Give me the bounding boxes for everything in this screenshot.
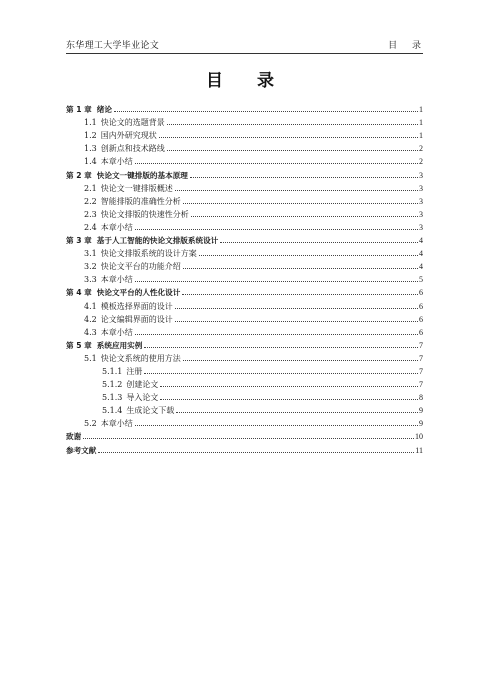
toc-entry-title: 论文编辑界面的设计 [100, 314, 173, 324]
dot-leader [190, 176, 418, 178]
toc-entry[interactable] [66, 246, 423, 259]
toc-entry-number: 5.2 [84, 419, 97, 429]
toc-entry[interactable] [66, 167, 423, 180]
toc-entry-page-number: 3 [419, 170, 423, 180]
toc-entry-label [66, 445, 97, 456]
toc-entry-title: 致谢 [66, 432, 82, 442]
toc-entry-label [84, 261, 182, 272]
toc-entry-number: 4.3 [84, 327, 97, 337]
toc-entry-title: 参考文献 [66, 445, 97, 455]
toc-entry-page-number: 4 [419, 236, 423, 246]
toc-entry-number: 3.1 [84, 249, 97, 259]
toc-entry[interactable] [66, 102, 423, 115]
dot-leader [183, 202, 418, 204]
toc-entry-title: 快论文平台的功能介绍 [100, 262, 181, 272]
dot-leader [183, 359, 418, 361]
toc-entry-label [84, 183, 174, 194]
toc-entry[interactable] [66, 272, 423, 285]
dot-leader [144, 346, 418, 348]
toc-entry-page-number: 7 [419, 353, 423, 363]
toc-entry-number: 3.3 [84, 275, 97, 285]
toc-entry[interactable] [66, 338, 423, 351]
toc-entry[interactable] [66, 351, 423, 364]
dot-leader [183, 267, 418, 269]
toc-entry-number: 1.3 [84, 144, 97, 154]
toc-entry-page-number: 11 [415, 445, 423, 455]
toc-entry-number: 第 5 章 [66, 340, 92, 350]
toc-entry-page-number: 1 [419, 131, 423, 141]
toc-entry-page-number: 1 [419, 105, 423, 115]
dot-leader [175, 320, 418, 322]
toc-entry-title: 创建论文 [126, 380, 159, 390]
dot-leader [182, 293, 418, 295]
toc-entry-number: 2.2 [84, 196, 97, 206]
toc-entry-title: 绪论 [96, 105, 112, 115]
toc-entry-title: 本章小结 [100, 157, 133, 167]
dot-leader [160, 385, 418, 387]
dot-leader [135, 228, 418, 230]
toc-entry-label [66, 235, 219, 246]
toc-entry-label [66, 340, 143, 351]
toc-entry-title: 快论文排版的快速性分析 [100, 209, 189, 219]
toc-entry-title: 本章小结 [100, 327, 133, 337]
toc-entry-number: 1.1 [84, 118, 97, 128]
toc-entry-title: 系统应用实例 [96, 340, 143, 350]
toc-entry-page-number: 9 [419, 419, 423, 429]
toc-entry-page-number: 6 [419, 314, 423, 324]
toc-entry[interactable] [66, 364, 423, 377]
toc-entry-label [66, 104, 113, 115]
toc-entry-title: 本章小结 [100, 419, 133, 429]
toc-entry-title: 快论文平台的人性化设计 [96, 288, 181, 298]
toc-entry-page-number: 2 [419, 144, 423, 154]
toc-entry-label [84, 274, 134, 285]
toc-entry[interactable] [66, 377, 423, 390]
toc-entry-page-number: 6 [419, 288, 423, 298]
dot-leader [135, 333, 418, 335]
toc-entry-title: 快论文排版系统的设计方案 [100, 249, 197, 259]
toc-entry-page-number: 9 [419, 406, 423, 416]
toc-entry-number: 3.2 [84, 262, 97, 272]
toc-entry-label [84, 353, 182, 364]
page-title: 目 录 [206, 71, 288, 91]
toc-entry-label [66, 170, 189, 181]
toc-entry[interactable] [66, 115, 423, 128]
toc-entry-page-number: 3 [419, 183, 423, 193]
dot-leader [144, 372, 418, 374]
toc-entry-label [84, 327, 134, 338]
toc-entry-label [84, 117, 166, 128]
toc-entry-label [84, 196, 182, 207]
toc-entry-label [102, 366, 143, 377]
toc-entry-title: 注册 [126, 366, 143, 376]
toc-entry-number: 1.2 [84, 131, 97, 141]
toc-entry-label [102, 392, 159, 403]
toc-entry-number: 第 4 章 [66, 288, 92, 298]
toc-entry[interactable] [66, 298, 423, 311]
running-header [66, 39, 423, 54]
toc-entry-number: 第 3 章 [66, 236, 92, 246]
toc-entry-number: 5.1.3 [102, 393, 123, 403]
toc-entry-title: 本章小结 [100, 222, 133, 232]
toc-entry-number: 2.4 [84, 222, 97, 232]
toc-entry[interactable] [66, 442, 423, 455]
table-of-contents [66, 102, 423, 456]
toc-entry-number: 1.4 [84, 157, 97, 167]
dot-leader [167, 149, 418, 151]
toc-entry[interactable] [66, 154, 423, 167]
dot-leader [220, 241, 418, 243]
dot-leader [191, 215, 418, 217]
toc-entry[interactable] [66, 325, 423, 338]
toc-entry[interactable] [66, 390, 423, 403]
toc-entry[interactable] [66, 128, 423, 141]
toc-entry-number: 2.3 [84, 209, 97, 219]
toc-entry-label [84, 248, 198, 259]
dot-leader [176, 411, 418, 413]
toc-entry-title: 快论文系统的使用方法 [100, 353, 181, 363]
toc-entry[interactable] [66, 285, 423, 298]
toc-entry-title: 基于人工智能的快论文排版系统设计 [96, 236, 219, 246]
toc-entry[interactable] [66, 207, 423, 220]
toc-entry[interactable] [66, 181, 423, 194]
toc-entry-number: 4.2 [84, 314, 97, 324]
toc-entry-page-number: 6 [419, 301, 423, 311]
toc-entry-title: 本章小结 [100, 275, 133, 285]
toc-entry-label [84, 156, 134, 167]
dot-leader [114, 110, 418, 112]
toc-entry-page-number: 7 [419, 340, 423, 350]
toc-entry-page-number: 10 [415, 432, 423, 442]
toc-entry-label [84, 301, 174, 312]
toc-entry-number: 4.1 [84, 301, 97, 311]
toc-entry-label [84, 143, 166, 154]
toc-entry[interactable] [66, 233, 423, 246]
toc-entry-title: 快论文的选题背景 [100, 118, 165, 128]
toc-entry-label [84, 130, 158, 141]
dot-leader [135, 162, 418, 164]
toc-entry[interactable] [66, 141, 423, 154]
dot-leader [175, 307, 418, 309]
toc-entry-label [66, 431, 82, 442]
toc-entry-label [102, 379, 159, 390]
toc-entry-label [84, 209, 190, 220]
dot-leader [175, 189, 418, 191]
toc-entry-number: 第 1 章 [66, 105, 92, 115]
toc-entry-page-number: 3 [419, 222, 423, 232]
toc-entry-title: 快论文一键排版概述 [100, 183, 173, 193]
dot-leader [98, 451, 414, 453]
toc-entry-label [84, 222, 134, 233]
toc-entry-page-number: 3 [419, 196, 423, 206]
dot-leader [199, 254, 418, 256]
toc-entry[interactable] [66, 259, 423, 272]
header-thesis-name: 东华理工大学毕业论文 [66, 41, 160, 51]
toc-entry-number: 5.1.2 [102, 380, 123, 390]
dot-leader [83, 437, 414, 439]
dot-leader [135, 280, 418, 282]
dot-leader [135, 424, 418, 426]
toc-entry-title: 模板选择界面的设计 [100, 301, 173, 311]
toc-entry-title: 导入论文 [126, 393, 159, 403]
toc-entry-title: 创新点和技术路线 [100, 144, 165, 154]
dot-leader [167, 123, 418, 125]
toc-entry-page-number: 7 [419, 380, 423, 390]
toc-entry-title: 国内外研究现状 [100, 131, 157, 141]
toc-entry-page-number: 8 [419, 393, 423, 403]
toc-entry-page-number: 3 [419, 209, 423, 219]
toc-entry-title: 生成论文下载 [126, 406, 175, 416]
toc-entry-number: 第 2 章 [66, 170, 92, 180]
toc-entry-page-number: 5 [419, 275, 423, 285]
toc-entry-page-number: 4 [419, 249, 423, 259]
dot-leader [159, 136, 418, 138]
toc-entry[interactable] [66, 312, 423, 325]
toc-entry-number: 2.1 [84, 183, 97, 193]
toc-entry-page-number: 4 [419, 262, 423, 272]
toc-entry-label [84, 418, 134, 429]
toc-entry-page-number: 1 [419, 118, 423, 128]
header-section-name: 目 录 [388, 41, 421, 51]
toc-entry[interactable] [66, 403, 423, 416]
toc-entry-number: 5.1.1 [102, 366, 123, 376]
toc-entry[interactable] [66, 416, 423, 429]
toc-entry-label [102, 405, 175, 416]
toc-entry-number: 5.1.4 [102, 406, 123, 416]
toc-entry[interactable] [66, 220, 423, 233]
toc-entry[interactable] [66, 429, 423, 442]
toc-entry[interactable] [66, 194, 423, 207]
dot-leader [160, 398, 418, 400]
toc-entry-label [84, 314, 174, 325]
toc-entry-label [66, 287, 181, 298]
toc-entry-page-number: 6 [419, 327, 423, 337]
toc-entry-title: 智能排版的准确性分析 [100, 196, 181, 206]
toc-entry-page-number: 7 [419, 366, 423, 376]
toc-entry-title: 快论文一键排版的基本原理 [96, 170, 188, 180]
toc-entry-page-number: 2 [419, 157, 423, 167]
toc-entry-number: 5.1 [84, 353, 97, 363]
